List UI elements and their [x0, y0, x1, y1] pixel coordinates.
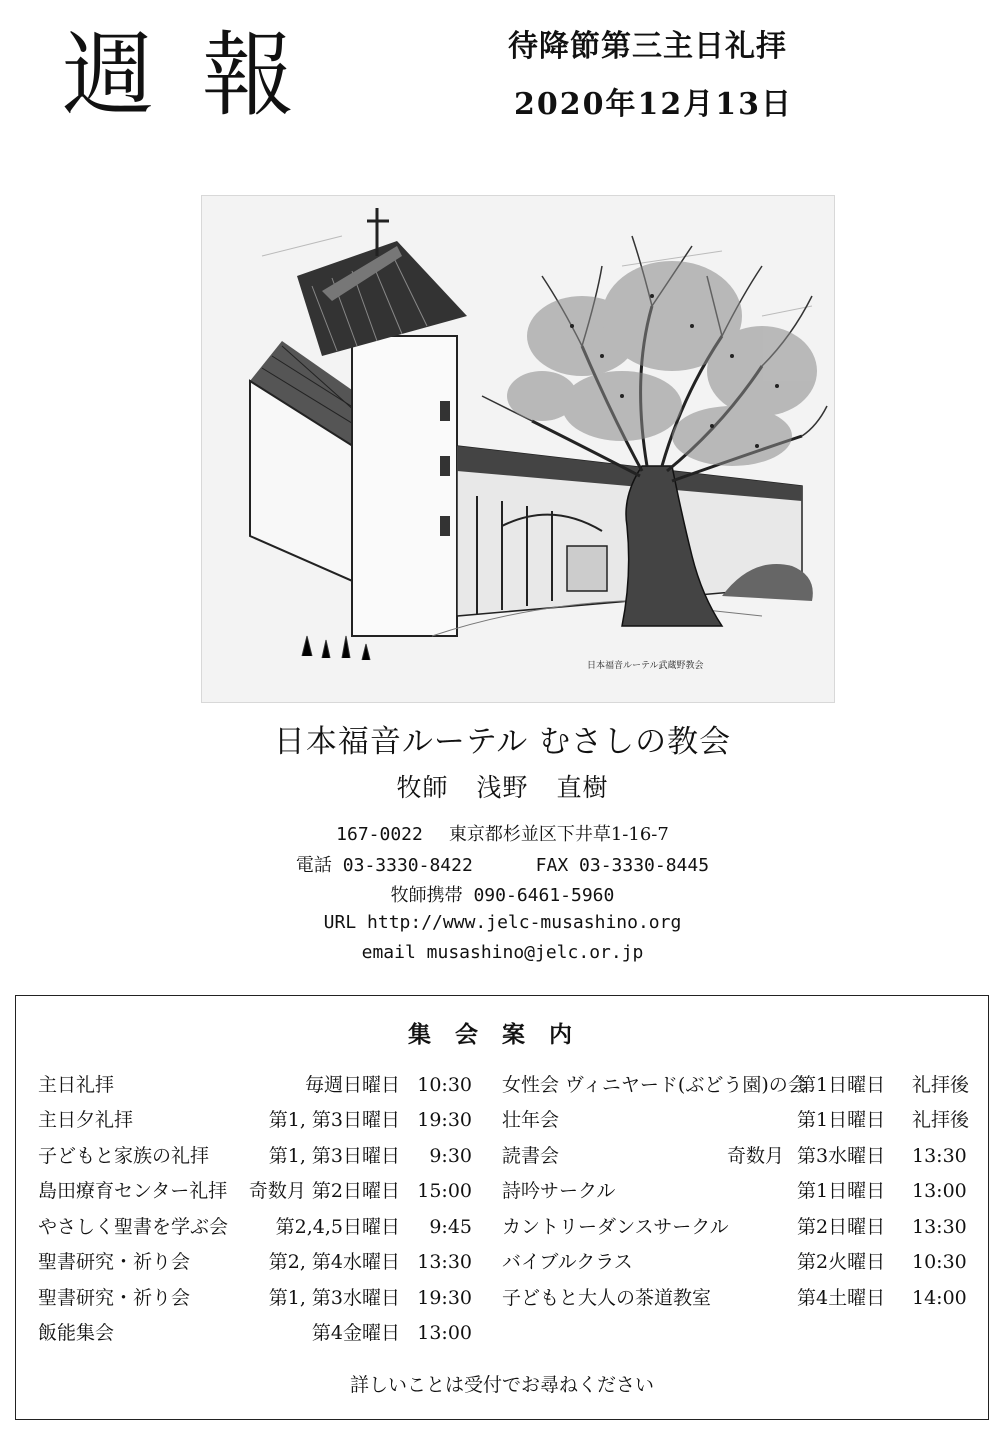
meeting-time: 15:00 [417, 1180, 472, 1202]
phone-line [0, 851, 1005, 877]
service-name: 待降節第三主日礼拝 [508, 29, 787, 64]
meeting-time: 礼拝後 [912, 1074, 970, 1096]
meeting-time: 10:30 [417, 1074, 472, 1096]
meeting-schedule: 第1日曜日 [797, 1109, 886, 1131]
church-name: 日本福音ルーテル むさしの教会 [273, 724, 732, 760]
tel-number: 03-3330-8422 [342, 855, 473, 876]
meeting-row [38, 1285, 472, 1311]
meeting-name: 聖書研究・祈り会 [38, 1287, 191, 1309]
meeting-schedule: 第1, 第3水曜日 [268, 1287, 400, 1309]
url-label: URL [323, 912, 357, 933]
meeting-time: 13:00 [912, 1180, 967, 1202]
meeting-schedule: 第1, 第3日曜日 [268, 1109, 400, 1131]
meeting-name: 聖書研究・祈り会 [38, 1251, 191, 1273]
meeting-row [38, 1072, 472, 1098]
tel-label: 電話 [295, 855, 332, 876]
meeting-row [502, 1107, 972, 1133]
meeting-name: 壮年会 [502, 1109, 560, 1131]
meeting-time: 9:30 [429, 1145, 472, 1167]
meeting-row [38, 1143, 472, 1169]
email-label: email [361, 942, 416, 963]
service-date: 2020年12月13日 [514, 87, 793, 122]
address-line [0, 820, 1005, 846]
meeting-schedule: 毎週日曜日 [304, 1074, 400, 1096]
sketch-signature: 日本福音ルーテル武蔵野教会 [587, 661, 704, 671]
meeting-time: 19:30 [417, 1287, 472, 1309]
bulletin-title: 週報 [62, 22, 343, 129]
meeting-name: 主日夕礼拝 [38, 1109, 134, 1131]
meeting-schedule: 第1日曜日 [797, 1074, 886, 1096]
meetings-box [15, 995, 989, 1420]
meeting-row [502, 1214, 972, 1240]
meeting-name: 島田療育センター礼拝 [38, 1180, 228, 1202]
meeting-name: やさしく聖書を学ぶ会 [38, 1216, 229, 1238]
meeting-row [38, 1214, 472, 1240]
meeting-row [502, 1285, 972, 1311]
meeting-schedule: 奇数月 第2日曜日 [248, 1180, 400, 1202]
meeting-schedule: 第2火曜日 [797, 1251, 886, 1273]
meeting-schedule: 第3水曜日 [797, 1145, 886, 1167]
meeting-schedule: 第1日曜日 [797, 1180, 886, 1202]
meeting-time: 10:30 [912, 1251, 967, 1273]
fax-label: FAX [535, 855, 569, 876]
meeting-row [502, 1178, 972, 1204]
meeting-time: 13:30 [912, 1145, 967, 1167]
meeting-row [502, 1249, 972, 1275]
meeting-name: 詩吟サークル [502, 1180, 616, 1202]
meeting-time: 13:30 [912, 1216, 967, 1238]
fax-number: 03-3330-8445 [579, 855, 710, 876]
meeting-name: カントリーダンスサークル [502, 1216, 729, 1238]
meeting-name: 主日礼拝 [38, 1074, 115, 1096]
address: 東京都杉並区下井草1-16-7 [448, 824, 669, 845]
pastor-surname: 浅野 [476, 773, 529, 802]
meeting-name: 子どもと家族の礼拝 [38, 1145, 210, 1167]
meeting-time: 14:00 [912, 1287, 967, 1309]
meeting-time: 9:45 [429, 1216, 472, 1238]
church-sketch-image [201, 195, 835, 703]
meeting-time: 19:30 [417, 1109, 472, 1131]
meeting-name: 飯能集会 [38, 1322, 115, 1344]
meeting-schedule-prefix: 奇数月 [727, 1145, 785, 1167]
meeting-schedule: 第1, 第3日曜日 [268, 1145, 400, 1167]
url-link[interactable]: http://www.jelc-musashino.org [367, 912, 682, 933]
meeting-time: 13:00 [417, 1322, 472, 1344]
email-link[interactable]: musashino@jelc.or.jp [426, 942, 644, 963]
meeting-row [38, 1178, 472, 1204]
meeting-row [38, 1320, 472, 1346]
meeting-schedule: 第4土曜日 [797, 1287, 886, 1309]
meeting-row [38, 1107, 472, 1133]
mobile-line [0, 881, 1005, 907]
mobile-number: 090-6461-5960 [473, 885, 615, 906]
mobile-label: 牧師携帯 [390, 885, 463, 906]
meeting-name: 子どもと大人の茶道教室 [502, 1287, 712, 1309]
pastor-given-name: 直樹 [556, 773, 609, 802]
meeting-name: 女性会 ヴィニヤード(ぶどう園)の会 [502, 1074, 807, 1096]
meeting-time: 礼拝後 [912, 1109, 970, 1131]
url-line [0, 912, 1005, 933]
meeting-schedule: 第2,4,5日曜日 [275, 1216, 400, 1238]
pastor-label: 牧師 [396, 773, 449, 802]
pastor-line [0, 768, 1005, 804]
meeting-row [38, 1249, 472, 1275]
meeting-row [502, 1072, 972, 1098]
meeting-schedule: 第4金曜日 [311, 1322, 400, 1344]
meeting-name: バイブルクラス [502, 1251, 633, 1273]
meeting-row [502, 1143, 972, 1169]
email-line [0, 942, 1005, 963]
meeting-name: 読書会 [502, 1145, 560, 1167]
meetings-footer-note: 詳しいことは受付でお尋ねください [349, 1374, 654, 1396]
meeting-schedule: 第2日曜日 [797, 1216, 886, 1238]
meetings-title: 集会案内 [408, 1021, 596, 1048]
meeting-schedule: 第2, 第4水曜日 [268, 1251, 400, 1273]
meeting-time: 13:30 [417, 1251, 472, 1273]
postal-code: 167-0022 [336, 824, 423, 845]
